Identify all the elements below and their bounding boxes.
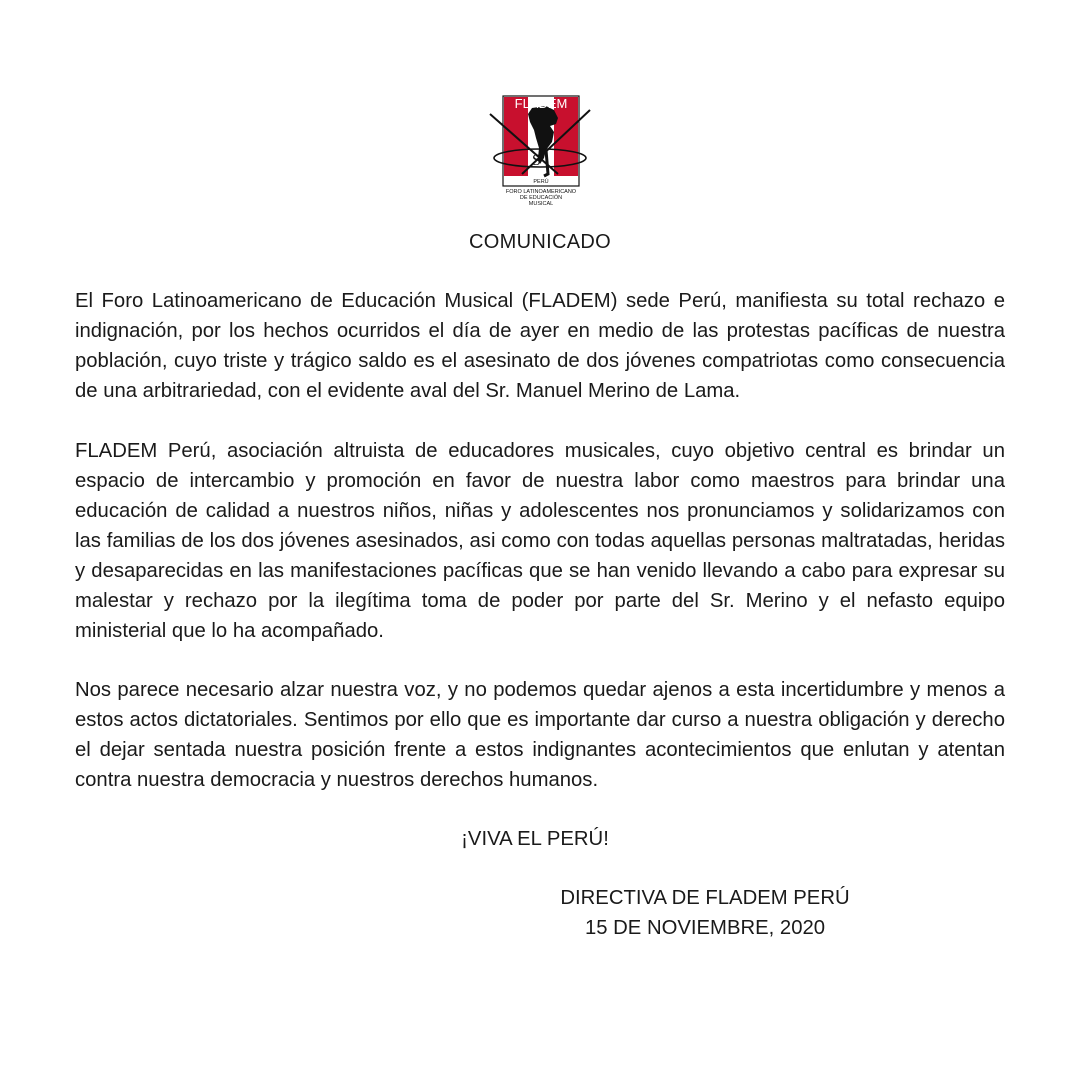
logo-tagline-2: DE EDUCACIÓN — [519, 195, 563, 201]
paragraph-2: FLADEM Perú, asociación altruista de educadores musicales, cuyo objetivo central es brindar un espacio de intercambio y promoción en favor de nuestra labor como maestros para brindar una educación de calidad a nuestros niños, niñas y adolescentes nos pronunciamos y solidarizamos con las familias de los dos jóvenes asesinados, asi como con todas aquellas personas maltratadas, heridas y desaparecidas en las manifestaciones pacíficas que se han venido llevando a cabo para expresar su malestar y rechazo por la ilegítima toma de poder por parte del Sr. Merino y el nefasto equipo ministerial que lo ha acompañado. — [75, 440, 1005, 642]
svg-text:S: S — [532, 152, 541, 169]
logo-tagline-3: MUSICAL — [528, 201, 554, 207]
fladem-logo — [488, 92, 592, 212]
logo-country: PERÚ — [533, 179, 549, 185]
document-title: COMUNICADO — [469, 231, 611, 253]
paragraph-1: El Foro Latinoamericano de Educación Musical (FLADEM) sede Perú, manifiesta su total rechazo e indignación, por los hechos ocurridos el día de ayer en medio de las protestas pacíficas de nuestra población, cuyo triste y trágico saldo es el asesinato de dos jóvenes compatriotas como consecuencia de una arbitrariedad, con el evidente aval del Sr. Manuel Merino de Lama. — [75, 290, 1005, 402]
logo-name: FLADEM — [514, 96, 568, 111]
signature-date: 15 DE NOVIEMBRE, 2020 — [584, 917, 826, 939]
logo-tagline-1: FORO LATINOAMERICANO — [505, 189, 577, 195]
paragraph-3: Nos parece necesario alzar nuestra voz, y no podemos quedar ajenos a esta incertidumbre y menos a estos actos dictatoriales. Sentimos por ello que es importante dar curso a nuestra obligación y derecho el dejar sentada nuestra posición frente a estos indignantes acontecimientos que enlutan y atentan contra nuestra democracia y nuestros derechos humanos. — [75, 679, 1005, 791]
fladem-logo-graphic — [488, 92, 592, 212]
signature-organization: DIRECTIVA DE FLADEM PERÚ — [560, 887, 850, 909]
signature-block — [520, 883, 890, 943]
closing-exclamation: ¡VIVA EL PERÚ! — [461, 828, 609, 850]
